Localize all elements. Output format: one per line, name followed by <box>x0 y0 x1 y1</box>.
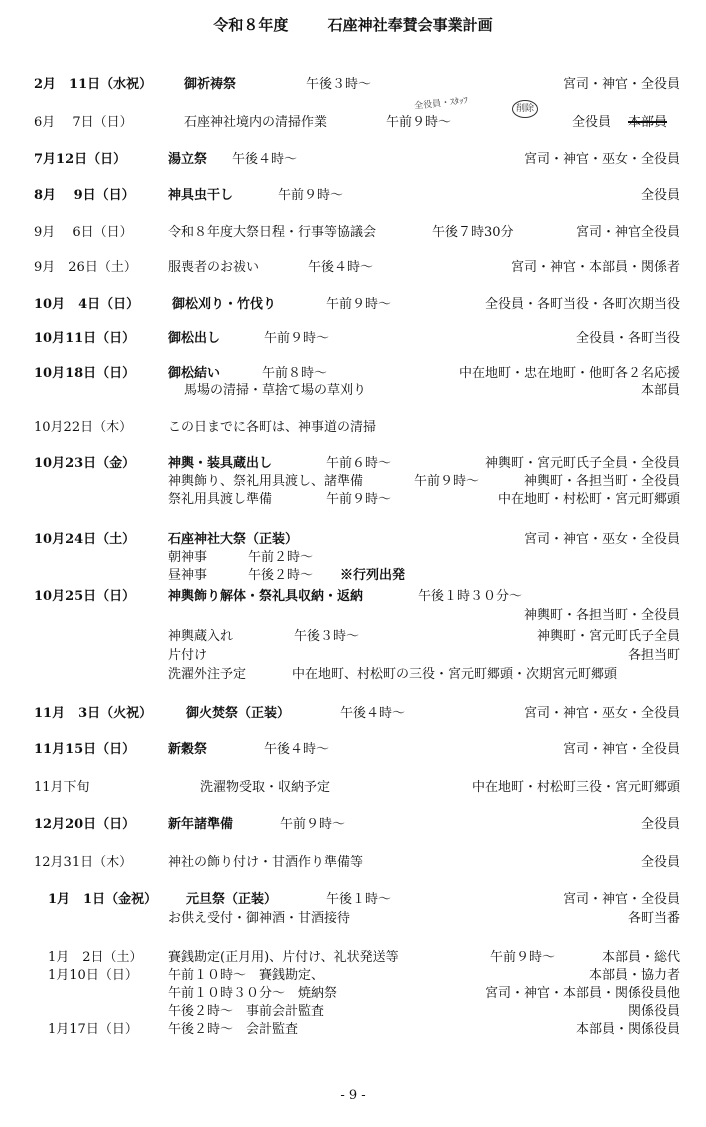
row-time: 午後４時～ <box>308 260 374 275</box>
schedule-row <box>0 663 706 681</box>
row-sub: 昼神事 <box>168 568 208 583</box>
schedule-row <box>0 946 706 964</box>
row-who: 本部員・関係役員 <box>575 1022 680 1037</box>
row-event: 神具虫干し <box>168 188 234 203</box>
row-sub: 神輿飾り、祭礼用具渡し、諸準備 <box>168 474 364 489</box>
title-year: 令和８年度 <box>213 16 289 34</box>
row-date: 1月10日（日） <box>48 968 138 983</box>
row-event: 令和８年度大祭日程・行事等協議会 <box>168 225 377 240</box>
schedule-row <box>0 564 706 582</box>
row-who: 宮司・神官・巫女・全役員 <box>523 152 680 167</box>
schedule-row <box>0 148 706 166</box>
row-date: 9月 6日（日） <box>34 225 133 240</box>
row-who: 神輿町・各担当町・全役員 <box>523 608 680 623</box>
row-date: 11月下旬 <box>34 780 90 795</box>
schedule-row <box>0 888 706 906</box>
row-who: 宮司・神官全役員 <box>575 225 680 240</box>
schedule-row <box>0 111 706 129</box>
row-time: 午前９時～ <box>278 188 344 203</box>
schedule-row <box>0 1000 706 1018</box>
schedule-row <box>0 416 706 434</box>
row-who: 宮司・神官・全役員 <box>562 77 680 92</box>
schedule-row <box>0 221 706 239</box>
schedule-row <box>0 184 706 202</box>
row-time: 午後３時～ <box>306 77 372 92</box>
row-date: 10月11日（日） <box>34 331 136 346</box>
row-who: 神輿町・宮元町氏子全員・全役員 <box>484 456 680 471</box>
row-time: 午後３時～ <box>294 629 360 644</box>
row-sub: お供え受付・御神酒・甘酒接待 <box>168 911 351 926</box>
row-event: 新穀祭 <box>168 742 208 757</box>
handwritten-stamp: 削除 <box>512 100 538 118</box>
schedule-row <box>0 379 706 397</box>
row-time: 午後１時～ <box>326 892 392 907</box>
row-event: 神社の飾り付け・甘酒作り準備等 <box>168 855 364 870</box>
schedule-row <box>0 362 706 380</box>
row-time: 午後２時～ <box>248 568 314 583</box>
schedule-row <box>0 625 706 643</box>
row-date: 12月31日（木） <box>34 855 133 870</box>
row-time: 午前９時～ <box>386 115 452 130</box>
schedule-row <box>0 73 706 91</box>
row-who: 中在地町・忠在地町・他町各２名応援 <box>458 366 680 381</box>
row-who: 宮司・神官・全役員 <box>562 892 680 907</box>
row-event: 午後２時～ 会計監査 <box>168 1022 299 1037</box>
row-time: 午前６時～ <box>326 456 392 471</box>
row-who: 各町当番 <box>627 911 680 926</box>
schedule-row <box>0 813 706 831</box>
row-who: 全役員・各町当役・各町次期当役 <box>484 297 680 312</box>
row-date: 9月 26日（土） <box>34 260 137 275</box>
row-time: 午前９時～ <box>414 474 480 489</box>
row-date: 12月20日（日） <box>34 817 136 832</box>
row-event: 賽銭勘定(正月用)、片付け、礼状発送等 <box>168 950 399 965</box>
row-time: 午前２時～ <box>248 550 314 565</box>
row-who: 宮司・神官・本部員・関係役員他 <box>484 986 680 1001</box>
row-event: 神輿・装具蔵出し <box>168 456 273 471</box>
row-who: 中在地町・村松町三役・宮元町郷頭 <box>471 780 680 795</box>
row-event: 石座神社大祭（正装） <box>168 532 299 547</box>
row-date: 1月 2日（土） <box>48 950 143 965</box>
row-time: 午後４時～ <box>340 706 406 721</box>
row-date: 1月 1日（金祝） <box>48 892 158 907</box>
schedule-row <box>0 964 706 982</box>
row-who-struck: 本部員 <box>628 115 668 130</box>
row-who: 本部員 <box>640 383 680 398</box>
row-time: 午後７時30分 <box>432 225 514 240</box>
schedule-row <box>0 738 706 756</box>
row-event: 神輿飾り解体・祭礼具収納・返納 <box>168 589 364 604</box>
row-event: 御松刈り・竹伐り <box>172 297 277 312</box>
row-who: 全役員 <box>640 817 680 832</box>
row-sub: 神輿蔵入れ <box>168 629 234 644</box>
schedule-row <box>0 776 706 794</box>
row-date: 10月22日（木） <box>34 420 133 435</box>
row-time: 午前８時～ <box>262 366 328 381</box>
schedule-row <box>0 1018 706 1036</box>
row-time: 中在地町、村松町の三役・宮元町郷頭・次期宮元町郷頭 <box>292 667 618 682</box>
row-event: 元旦祭（正装） <box>186 892 278 907</box>
schedule-row <box>0 851 706 869</box>
schedule-row <box>0 907 706 925</box>
row-date: 2月 11日（水祝） <box>34 77 153 92</box>
row-sub: 洗濯外注予定 <box>168 667 247 682</box>
row-date: 10月23日（金） <box>34 456 136 471</box>
page-title <box>0 14 706 35</box>
schedule-row <box>0 470 706 488</box>
row-sub: 午後２時～ 事前会計監査 <box>168 1004 325 1019</box>
row-time: 午前９時～ <box>326 297 392 312</box>
title-main: 石座神社奉賛会事業計画 <box>327 16 493 34</box>
row-date: 8月 9日（日） <box>34 188 135 203</box>
row-event: 湯立祭 <box>168 152 208 167</box>
schedule-row <box>0 488 706 506</box>
row-who: 全役員 <box>572 115 612 130</box>
row-who: 宮司・神官・巫女・全役員 <box>523 706 680 721</box>
row-sub: 朝神事 <box>168 550 208 565</box>
row-who: 宮司・神官・本部員・関係者 <box>510 260 680 275</box>
row-event: 御松出し <box>168 331 221 346</box>
row-date: 11月15日（日） <box>34 742 136 757</box>
row-who: 全役員 <box>640 188 680 203</box>
row-who: 全役員 <box>640 855 680 870</box>
row-who: 神輿町・宮元町氏子全員 <box>536 629 680 644</box>
schedule-row <box>0 256 706 274</box>
row-event: 午前１０時～ 賽銭勘定、 <box>168 968 325 983</box>
row-event: この日までに各町は、神事道の清掃 <box>168 420 377 435</box>
row-who: 宮司・神官・巫女・全役員 <box>523 532 680 547</box>
row-event: 洗濯物受取・収納予定 <box>200 780 331 795</box>
schedule-row <box>0 644 706 662</box>
row-sub: 祭礼用具渡し準備 <box>168 492 273 507</box>
row-event: 新年諸準備 <box>168 817 234 832</box>
row-who: 全役員・各町当役 <box>575 331 680 346</box>
schedule-row <box>0 327 706 345</box>
row-time: 午前９時～ <box>264 331 330 346</box>
row-event: 石座神社境内の清掃作業 <box>184 115 328 130</box>
row-date: 10月25日（日） <box>34 589 136 604</box>
row-who: 宮司・神官・全役員 <box>562 742 680 757</box>
schedule-row <box>0 528 706 546</box>
row-time: 午前９時～ <box>490 950 556 965</box>
row-event: 御松結い <box>168 366 221 381</box>
row-date: 11月 3日（火祝） <box>34 706 153 721</box>
row-who: 本部員・総代 <box>601 950 680 965</box>
schedule-row <box>0 452 706 470</box>
row-sub: 馬場の清掃・草捨て場の草刈り <box>184 383 367 398</box>
handwritten-note: 全役員・ｽﾀｯﾌ <box>413 96 469 112</box>
schedule-row <box>0 604 706 622</box>
row-who: 各担当町 <box>627 648 680 663</box>
row-time: 午前９時～ <box>326 492 392 507</box>
row-time: 午前９時～ <box>280 817 346 832</box>
row-who: 関係役員 <box>627 1004 680 1019</box>
row-date: 10月 4日（日） <box>34 297 140 312</box>
row-who: 本部員・協力者 <box>588 968 680 983</box>
row-time: 午後１時３０分～ <box>418 589 523 604</box>
row-date: 6月 7日（日） <box>34 115 133 130</box>
row-sub: 片付け <box>168 648 208 663</box>
row-note: ※行列出発 <box>340 568 406 583</box>
schedule-row <box>0 585 706 603</box>
row-event: 御火焚祭（正装） <box>186 706 291 721</box>
schedule-row <box>0 702 706 720</box>
row-date: 1月17日（日） <box>48 1022 138 1037</box>
row-date: 10月24日（土） <box>34 532 136 547</box>
row-event: 御祈祷祭 <box>184 77 237 92</box>
schedule-row <box>0 982 706 1000</box>
schedule-row <box>0 546 706 564</box>
row-time: 午後４時～ <box>264 742 330 757</box>
row-who: 中在地町・村松町・宮元町郷頭 <box>497 492 680 507</box>
schedule-row <box>0 293 706 311</box>
row-event: 服喪者のお祓い <box>168 260 260 275</box>
row-who: 神輿町・各担当町・全役員 <box>523 474 680 489</box>
row-sub: 午前１０時３０分～ 焼納祭 <box>168 986 338 1001</box>
row-time: 午後４時～ <box>232 152 298 167</box>
row-date: 7月12日（日） <box>34 152 127 167</box>
page-number: - 9 - <box>340 1088 366 1103</box>
row-date: 10月18日（日） <box>34 366 136 381</box>
